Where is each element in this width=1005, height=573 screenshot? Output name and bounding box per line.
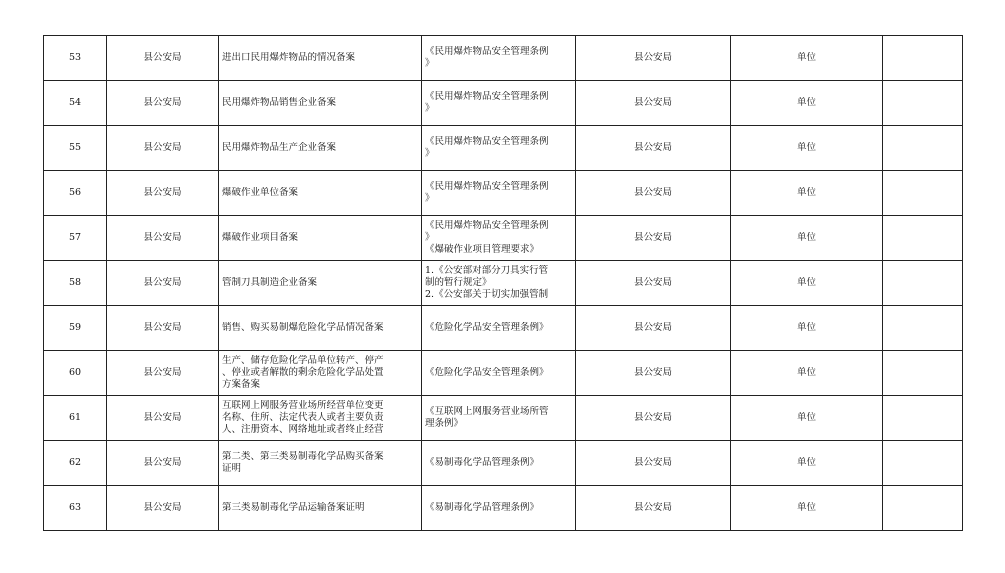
department-cell bbox=[107, 261, 219, 306]
row-number-cell bbox=[44, 216, 107, 261]
target-cell-text: 单位 bbox=[796, 97, 816, 108]
legal-basis-cell bbox=[422, 441, 576, 486]
department-cell-text: 县公安局 bbox=[143, 412, 182, 423]
row-number-cell-text: 54 bbox=[68, 97, 82, 108]
implementing-agency-cell-text: 县公安局 bbox=[633, 52, 672, 63]
table-row bbox=[44, 81, 963, 126]
remarks-cell bbox=[883, 216, 963, 261]
item-name-cell bbox=[219, 441, 422, 486]
department-cell-text: 县公安局 bbox=[143, 142, 182, 153]
target-cell bbox=[731, 486, 883, 531]
row-number-cell bbox=[44, 441, 107, 486]
legal-basis-cell-text: 《互联网上网服务营业场所管 理条例》 bbox=[425, 406, 549, 429]
row-number-cell-text: 60 bbox=[68, 367, 82, 378]
row-number-cell bbox=[44, 306, 107, 351]
row-number-cell bbox=[44, 81, 107, 126]
row-number-cell-text: 55 bbox=[68, 142, 82, 153]
legal-basis-cell-text: 《民用爆炸物品安全管理条例 》 bbox=[425, 91, 549, 114]
department-cell-text: 县公安局 bbox=[143, 277, 182, 288]
implementing-agency-cell bbox=[576, 306, 731, 351]
row-number-cell-text: 53 bbox=[68, 52, 82, 63]
item-name-cell bbox=[219, 351, 422, 396]
implementing-agency-cell bbox=[576, 486, 731, 531]
department-cell bbox=[107, 396, 219, 441]
target-cell-text: 单位 bbox=[796, 457, 816, 468]
item-name-cell bbox=[219, 396, 422, 441]
department-cell bbox=[107, 441, 219, 486]
implementing-agency-cell-text: 县公安局 bbox=[633, 412, 672, 423]
remarks-cell bbox=[883, 441, 963, 486]
table-row bbox=[44, 486, 963, 531]
remarks-cell bbox=[883, 36, 963, 81]
table-row bbox=[44, 351, 963, 396]
target-cell-text: 单位 bbox=[796, 412, 816, 423]
legal-basis-cell bbox=[422, 216, 576, 261]
legal-basis-cell-text: 《易制毒化学品管理条例》 bbox=[425, 502, 540, 513]
department-cell-text: 县公安局 bbox=[143, 457, 182, 468]
department-cell-text: 县公安局 bbox=[143, 322, 182, 333]
row-number-cell bbox=[44, 486, 107, 531]
target-cell-text: 单位 bbox=[796, 277, 816, 288]
remarks-cell bbox=[883, 81, 963, 126]
table-row bbox=[44, 261, 963, 306]
table-row bbox=[44, 126, 963, 171]
department-cell bbox=[107, 81, 219, 126]
table-row bbox=[44, 396, 963, 441]
target-cell bbox=[731, 216, 883, 261]
target-cell-text: 单位 bbox=[796, 52, 816, 63]
item-name-cell-text: 爆破作业单位备案 bbox=[222, 187, 299, 198]
legal-basis-cell-text: 《民用爆炸物品安全管理条例 》 bbox=[425, 46, 549, 69]
row-number-cell bbox=[44, 171, 107, 216]
remarks-cell bbox=[883, 261, 963, 306]
item-name-cell-text: 第三类易制毒化学品运输备案证明 bbox=[222, 502, 365, 513]
item-name-cell bbox=[219, 126, 422, 171]
item-name-cell bbox=[219, 486, 422, 531]
row-number-cell bbox=[44, 126, 107, 171]
implementing-agency-cell bbox=[576, 351, 731, 396]
remarks-cell bbox=[883, 396, 963, 441]
legal-basis-cell-text: 《危险化学品安全管理条例》 bbox=[425, 367, 549, 378]
implementing-agency-cell bbox=[576, 216, 731, 261]
item-name-cell-text: 民用爆炸物品销售企业备案 bbox=[222, 97, 337, 108]
target-cell-text: 单位 bbox=[796, 142, 816, 153]
department-cell bbox=[107, 216, 219, 261]
row-number-cell-text: 58 bbox=[68, 277, 82, 288]
department-cell bbox=[107, 126, 219, 171]
department-cell bbox=[107, 486, 219, 531]
target-cell bbox=[731, 306, 883, 351]
legal-basis-cell bbox=[422, 36, 576, 81]
legal-basis-cell bbox=[422, 396, 576, 441]
legal-basis-cell bbox=[422, 261, 576, 306]
item-name-cell-text: 销售、购买易制爆危险化学品情况备案 bbox=[222, 322, 384, 333]
table-row bbox=[44, 36, 963, 81]
row-number-cell-text: 63 bbox=[68, 502, 82, 513]
item-name-cell-text: 民用爆炸物品生产企业备案 bbox=[222, 142, 337, 153]
legal-basis-cell-text: 《民用爆炸物品安全管理条例 》 《爆破作业项目管理要求》 bbox=[425, 220, 549, 255]
remarks-cell bbox=[883, 126, 963, 171]
department-cell-text: 县公安局 bbox=[143, 52, 182, 63]
department-cell bbox=[107, 171, 219, 216]
row-number-cell-text: 62 bbox=[68, 457, 82, 468]
implementing-agency-cell bbox=[576, 36, 731, 81]
department-cell-text: 县公安局 bbox=[143, 367, 182, 378]
legal-basis-cell bbox=[422, 306, 576, 351]
implementing-agency-cell-text: 县公安局 bbox=[633, 367, 672, 378]
item-name-cell-text: 生产、储存危险化学品单位转产、停产 、停业或者解散的剩余危险化学品处置 方案备案 bbox=[222, 355, 384, 390]
department-cell bbox=[107, 36, 219, 81]
department-cell-text: 县公安局 bbox=[143, 502, 182, 513]
row-number-cell-text: 59 bbox=[68, 322, 82, 333]
implementing-agency-cell bbox=[576, 396, 731, 441]
row-number-cell bbox=[44, 36, 107, 81]
target-cell bbox=[731, 36, 883, 81]
implementing-agency-cell-text: 县公安局 bbox=[633, 97, 672, 108]
item-name-cell-text: 管制刀具制造企业备案 bbox=[222, 277, 318, 288]
target-cell-text: 单位 bbox=[796, 502, 816, 513]
target-cell-text: 单位 bbox=[796, 367, 816, 378]
item-name-cell bbox=[219, 171, 422, 216]
legal-basis-cell bbox=[422, 486, 576, 531]
implementing-agency-cell-text: 县公安局 bbox=[633, 142, 672, 153]
item-name-cell bbox=[219, 216, 422, 261]
remarks-cell bbox=[883, 171, 963, 216]
implementing-agency-cell-text: 县公安局 bbox=[633, 232, 672, 243]
implementing-agency-cell-text: 县公安局 bbox=[633, 277, 672, 288]
target-cell-text: 单位 bbox=[796, 232, 816, 243]
table-row bbox=[44, 216, 963, 261]
implementing-agency-cell-text: 县公安局 bbox=[633, 187, 672, 198]
implementing-agency-cell bbox=[576, 171, 731, 216]
implementing-agency-cell-text: 县公安局 bbox=[633, 322, 672, 333]
legal-basis-cell-text: 《民用爆炸物品安全管理条例 》 bbox=[425, 136, 549, 159]
target-cell bbox=[731, 441, 883, 486]
item-name-cell-text: 第二类、第三类易制毒化学品购买备案 证明 bbox=[222, 451, 384, 474]
item-name-cell bbox=[219, 81, 422, 126]
row-number-cell-text: 57 bbox=[68, 232, 82, 243]
item-name-cell-text: 进出口民用爆炸物品的情况备案 bbox=[222, 52, 356, 63]
implementing-agency-cell bbox=[576, 126, 731, 171]
legal-basis-cell-text: 1.《公安部对部分刀具实行管 制的暂行规定》 2.《公安部关于切实加强管制 bbox=[425, 265, 549, 300]
row-number-cell-text: 56 bbox=[68, 187, 82, 198]
legal-basis-cell bbox=[422, 171, 576, 216]
row-number-cell bbox=[44, 261, 107, 306]
item-name-cell-text: 爆破作业项目备案 bbox=[222, 232, 299, 243]
department-cell bbox=[107, 351, 219, 396]
target-cell-text: 单位 bbox=[796, 187, 816, 198]
department-cell-text: 县公安局 bbox=[143, 187, 182, 198]
implementing-agency-cell bbox=[576, 261, 731, 306]
row-number-cell bbox=[44, 396, 107, 441]
table-body bbox=[44, 36, 963, 531]
target-cell bbox=[731, 396, 883, 441]
legal-basis-cell-text: 《易制毒化学品管理条例》 bbox=[425, 457, 540, 468]
department-cell-text: 县公安局 bbox=[143, 97, 182, 108]
target-cell-text: 单位 bbox=[796, 322, 816, 333]
remarks-cell bbox=[883, 486, 963, 531]
target-cell bbox=[731, 261, 883, 306]
table-row bbox=[44, 441, 963, 486]
target-cell bbox=[731, 126, 883, 171]
legal-basis-cell bbox=[422, 81, 576, 126]
table-row bbox=[44, 171, 963, 216]
table-row bbox=[44, 306, 963, 351]
target-cell bbox=[731, 351, 883, 396]
department-cell bbox=[107, 306, 219, 351]
legal-basis-cell bbox=[422, 126, 576, 171]
legal-basis-cell-text: 《民用爆炸物品安全管理条例 》 bbox=[425, 181, 549, 204]
implementing-agency-cell bbox=[576, 441, 731, 486]
record-table bbox=[43, 35, 963, 531]
item-name-cell bbox=[219, 306, 422, 351]
target-cell bbox=[731, 171, 883, 216]
implementing-agency-cell-text: 县公安局 bbox=[633, 502, 672, 513]
remarks-cell bbox=[883, 351, 963, 396]
row-number-cell-text: 61 bbox=[68, 412, 82, 423]
legal-basis-cell-text: 《危险化学品安全管理条例》 bbox=[425, 322, 549, 333]
target-cell bbox=[731, 81, 883, 126]
row-number-cell bbox=[44, 351, 107, 396]
implementing-agency-cell bbox=[576, 81, 731, 126]
department-cell-text: 县公安局 bbox=[143, 232, 182, 243]
item-name-cell-text: 互联网上网服务营业场所经营单位变更 名称、住所、法定代表人或者主要负责 人、注册资本、网络地址或者终止经营 bbox=[222, 400, 384, 435]
item-name-cell bbox=[219, 36, 422, 81]
remarks-cell bbox=[883, 306, 963, 351]
legal-basis-cell bbox=[422, 351, 576, 396]
item-name-cell bbox=[219, 261, 422, 306]
implementing-agency-cell-text: 县公安局 bbox=[633, 457, 672, 468]
